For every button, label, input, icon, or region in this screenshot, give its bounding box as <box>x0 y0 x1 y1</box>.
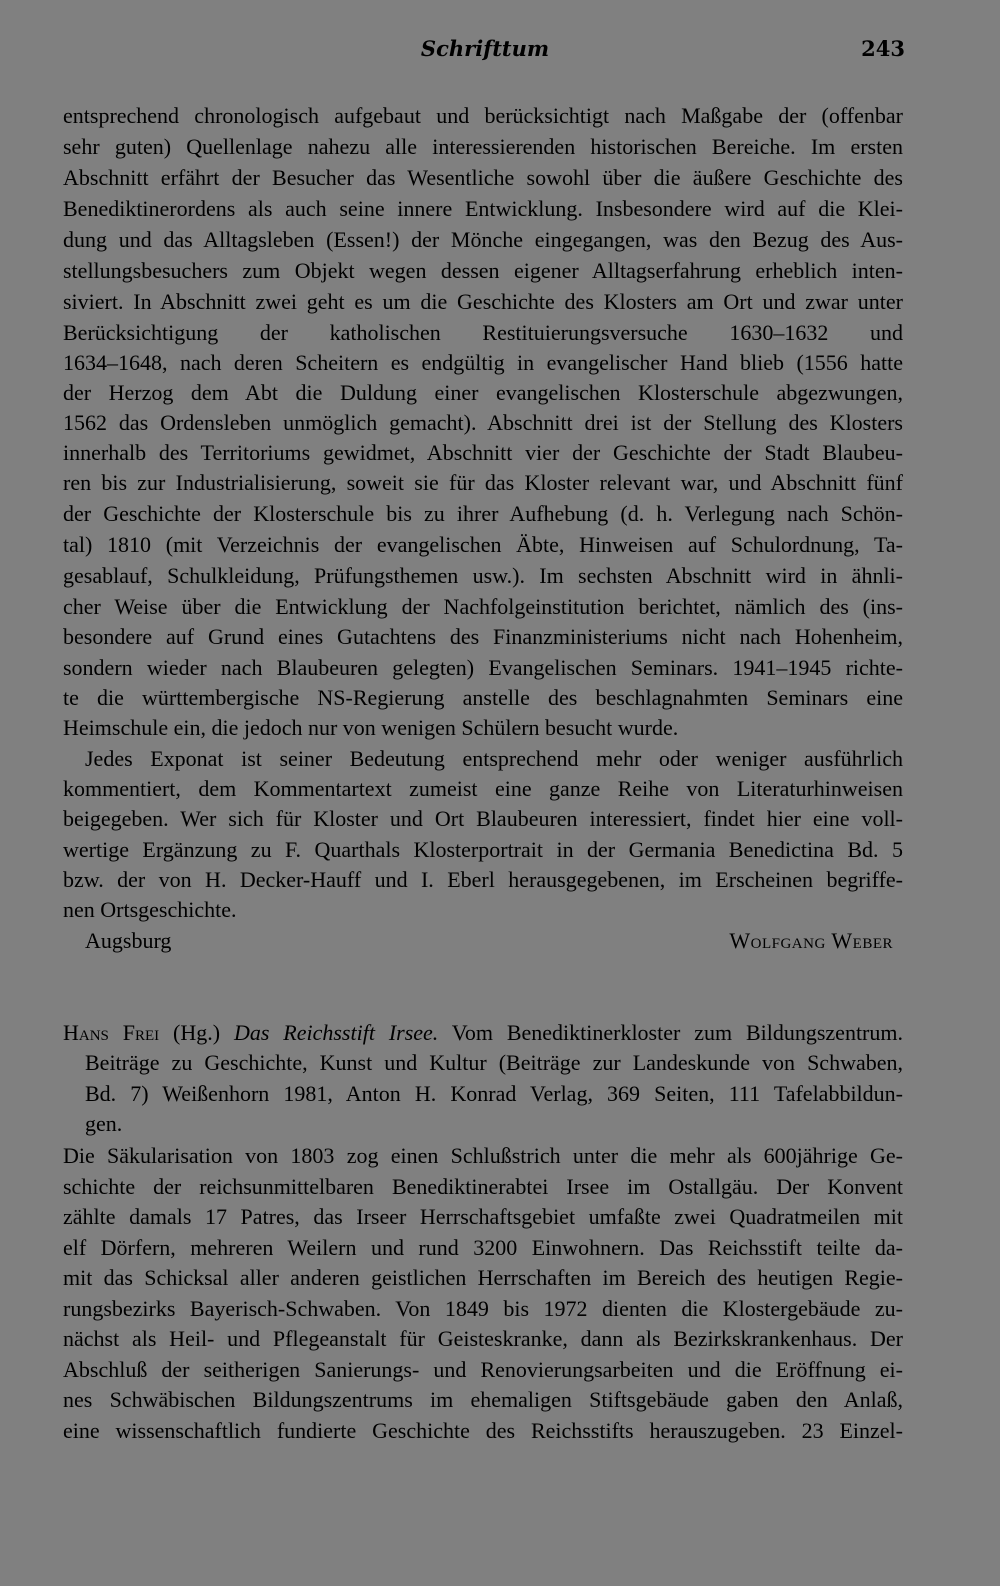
text-line: elf Dörfern, mehreren Weilern und rund 3200 Einwohnern. Das Reichsstift teilte da- <box>63 1235 903 1260</box>
text-line: stellungsbesuchers zum Objekt wegen dessen eigener Alltagserfahrung erheblich inten- <box>63 258 903 283</box>
text-line: innerhalb des Territoriums gewidmet, Abschnitt vier der Geschichte der Stadt Blaubeu- <box>63 440 903 465</box>
bibliographic-entry-line: gen. <box>85 1111 123 1136</box>
text-line: sondern wieder nach Blaubeuren gelegten) Evangelischen Seminars. 1941–1945 richte- <box>63 655 903 680</box>
text-line: te die württembergische NS-Regierung anstelle des beschlagnahmten Seminars eine <box>63 685 903 710</box>
text-line: Berücksichtigung der katholischen Restituierungsversuche 1630–1632 und <box>63 320 903 345</box>
book-title: Das Reichsstift Irsee. <box>233 1020 439 1045</box>
text-line: Benediktinerordens als auch seine innere Entwicklung. Insbesondere wird auf die Klei- <box>63 196 903 221</box>
text-line: bzw. der von H. Decker-Hauff und I. Eberl herausgegebenen, im Erscheinen begriffe- <box>63 867 903 892</box>
signature-place: Augsburg <box>85 928 172 953</box>
text-line: ren bis zur Industrialisierung, soweit sie für das Kloster relevant war, und Abschnitt fünf <box>63 470 903 495</box>
text-line: der Herzog dem Abt die Duldung einer evangelischen Klosterschule abgezwungen, <box>63 380 903 405</box>
text-line: schichte der reichsunmittelbaren Benediktinerabtei Irsee im Ostallgäu. Der Konvent <box>63 1174 903 1199</box>
text-line: der Geschichte der Klosterschule bis zu ihrer Aufhebung (d. h. Verlegung nach Schön- <box>63 501 903 526</box>
text-line: tal) 1810 (mit Verzeichnis der evangelischen Äbte, Hinweisen auf Schulordnung, Ta- <box>63 532 903 557</box>
text-line: dung und das Alltagsleben (Essen!) der Mönche eingegangen, was den Bezug des Aus- <box>63 227 903 252</box>
text-line: nen Ortsgeschichte. <box>63 897 237 922</box>
text-line: nes Schwäbischen Bildungszentrums im ehemaligen Stiftsgebäude gaben den Anlaß, <box>63 1387 903 1412</box>
book-author: Hans Frei <box>63 1020 160 1045</box>
text-line: sehr guten) Quellenlage nahezu alle interessierenden historischen Bereiche. Im ersten <box>63 134 903 159</box>
running-title: Schrifttum <box>420 36 550 61</box>
bibliographic-entry-line <box>63 1018 903 1048</box>
text-line: nächst als Heil- und Pflegeanstalt für Geisteskranke, dann als Bezirkskrankenhaus. Der <box>63 1326 903 1351</box>
review-signature <box>85 926 903 956</box>
text-line: mit das Schicksal aller anderen geistlichen Herrschaften im Bereich des heutigen Regie- <box>63 1265 903 1290</box>
book-editor-note: (Hg.) <box>173 1020 221 1045</box>
text-line: kommentiert, dem Kommentartext zumeist eine ganze Reihe von Literaturhinweisen <box>63 776 903 801</box>
text-line: cher Weise über die Entwicklung der Nachfolgeinstitution berichtet, nämlich des (ins- <box>63 594 903 619</box>
text-line: Die Säkularisation von 1803 zog einen Schlußstrich unter die mehr als 600jährige Ge- <box>63 1143 903 1168</box>
text-line: siviert. In Abschnitt zwei geht es um die Geschichte des Klosters am Ort und zwar unter <box>63 289 903 314</box>
bibliographic-entry-line: Beiträge zu Geschichte, Kunst und Kultur (Beiträge zur Landeskunde von Schwaben, <box>85 1050 903 1075</box>
text-line: besondere auf Grund eines Gutachtens des Finanzministeriums nicht nach Hohenheim, <box>63 624 903 649</box>
text-line: beigegeben. Wer sich für Kloster und Ort Blaubeuren interessiert, findet hier eine voll- <box>63 806 903 831</box>
text-line: 1562 das Ordensleben unmöglich gemacht). Abschnitt drei ist der Stellung des Klosters <box>63 410 903 435</box>
bibliographic-entry-line: Bd. 7) Weißenhorn 1981, Anton H. Konrad Verlag, 369 Seiten, 111 Tafelabbildun- <box>85 1081 903 1106</box>
text-line: zählte damals 17 Patres, das Irseer Herrschaftsgebiet umfaßte zwei Quadratmeilen mit <box>63 1204 903 1229</box>
text-line: Abschnitt erfährt der Besucher das Wesentliche sowohl über die äußere Geschichte des <box>63 165 903 190</box>
text-line: Heimschule ein, die jedoch nur von wenigen Schülern besucht wurde. <box>63 715 679 740</box>
text-line: entsprechend chronologisch aufgebaut und berücksichtigt nach Maßgabe der (offenbar <box>63 103 903 128</box>
text-line: rungsbezirks Bayerisch-Schwaben. Von 1849 bis 1972 dienten die Klostergebäude zu- <box>63 1296 903 1321</box>
text-line: gesablauf, Schulkleidung, Prüfungsthemen usw.). Im sechsten Abschnitt wird in ähnli- <box>63 563 903 588</box>
text-line: wertige Ergänzung zu F. Quarthals Klosterportrait in der Germania Benedictina Bd. 5 <box>63 837 903 862</box>
page-number: 243 <box>861 36 905 61</box>
book-subtitle: Vom Benediktinerkloster zum Bildungszentrum. <box>451 1020 903 1045</box>
running-header <box>65 36 905 66</box>
text-line: eine wissenschaftlich fundierte Geschichte des Reichsstifts herauszugeben. 23 Einzel- <box>63 1418 903 1443</box>
text-line: Abschluß der seitherigen Sanierungs- und Renovierungsarbeiten und die Eröffnung ei- <box>63 1357 903 1382</box>
text-line: Jedes Exponat ist seiner Bedeutung entsprechend mehr oder weniger ausführlich <box>85 746 903 771</box>
text-line: 1634–1648, nach deren Scheitern es endgültig in evangelischer Hand blieb (1556 hatte <box>63 350 903 375</box>
reviewer-name: Wolfgang Weber <box>729 928 893 953</box>
